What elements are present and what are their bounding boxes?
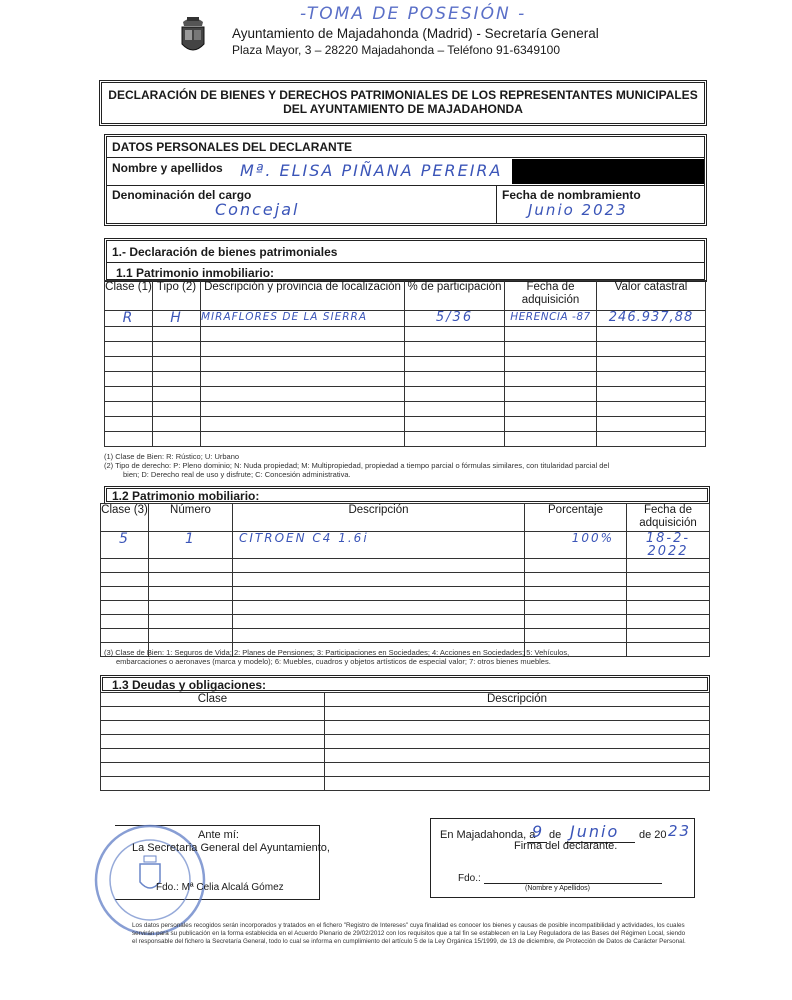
personal-section-label: DATOS PERSONALES DEL DECLARANTE bbox=[112, 140, 353, 154]
col-clase: Clase (1) bbox=[105, 281, 153, 311]
deudas-table: Clase Descripción bbox=[100, 692, 710, 791]
cargo-label: Denominación del cargo bbox=[112, 188, 252, 202]
page-title-line1: DECLARACIÓN DE BIENES Y DERECHOS PATRIMONIALES DE LOS REPRESENTANTES MUNICIPALES bbox=[108, 88, 698, 102]
inmobiliario-table bbox=[104, 280, 706, 447]
cargo-value: Concejal bbox=[215, 200, 300, 219]
mobiliario-label: 1.2 Patrimonio mobiliario: bbox=[112, 489, 260, 503]
fecha-value: Junio 2023 bbox=[528, 201, 628, 219]
sign-firma: Firma del declarante. bbox=[514, 840, 618, 852]
col-fecha: Fecha de adquisición bbox=[505, 281, 597, 311]
note-2: (2) Tipo de derecho: P: Pleno dominio; N: Nuda propiedad; M: Multipropiedad, propiedad a tiempo parcial o fórmulas similares, con titularidad parcial del bbox=[104, 461, 610, 470]
sign-sub: (Nombre y Apellidos) bbox=[525, 885, 590, 892]
note-3: (3) Clase de Bien: 1: Seguros de Vida; 2: Planes de Pensiones; 3: Participaciones en Sociedades; 4: Acciones en Sociedades; 5: Vehículos, bbox=[104, 648, 570, 657]
header-line2: Plaza Mayor, 3 – 28220 Majadahonda – Teléfono 91-6349100 bbox=[232, 43, 561, 57]
name-label: Nombre y apellidos bbox=[112, 161, 223, 175]
sign-de2: de 20 bbox=[639, 829, 667, 841]
section1-label: 1.- Declaración de bienes patrimoniales bbox=[112, 245, 338, 259]
col-valor: Valor catastral bbox=[597, 281, 706, 311]
sign-year: 23 bbox=[668, 822, 692, 840]
sign-day: 9 bbox=[532, 822, 545, 841]
note-1: (1) Clase de Bien: R: Rústico; U: Urbano bbox=[104, 452, 240, 461]
fecha-label: Fecha de nombramiento bbox=[502, 188, 641, 202]
col-participacion: % de participación bbox=[405, 281, 505, 311]
secretaria-label: La Secretaria General del Ayuntamiento, bbox=[132, 842, 330, 854]
inmobiliario-label: 1.1 Patrimonio inmobiliario: bbox=[116, 266, 275, 280]
table-row: R H MIRAFLORES DE LA SIERRA 5/36 HERENCIA -87 246.937,88 bbox=[105, 311, 706, 327]
sign-fdo: Fdo.: bbox=[458, 873, 481, 884]
deudas-label: 1.3 Deudas y obligaciones: bbox=[112, 678, 267, 692]
mobiliario-table: Clase (3) Número Descripción Porcentaje Fecha de adquisición 5 1 CITROEN C4 1.6i 100% 18-2-2022 bbox=[100, 503, 710, 657]
note-3b: embarcaciones o aeronaves (marca y modelo); 6: Muebles, cuadros y objetos artísticos de especial valor; 7: otros bienes muebles. bbox=[116, 657, 551, 666]
page-title-line2: DEL AYUNTAMIENTO DE MAJADAHONDA bbox=[283, 102, 523, 116]
note-2b: bien; D: Derecho real de uso y disfrute; C: Concesión administrativa. bbox=[123, 470, 351, 479]
table-row: 5 1 CITROEN C4 1.6i 100% 18-2-2022 bbox=[101, 532, 710, 559]
sign-month: Junio bbox=[570, 822, 620, 841]
secretaria-fdo: Fdo.: Mª Celia Alcalá Gómez bbox=[156, 882, 284, 893]
col-tipo: Tipo (2) bbox=[153, 281, 201, 311]
name-value: Mª. ELISA PIÑANA PEREIRA bbox=[240, 161, 503, 180]
col-descripcion: Descripción y provincia de localización bbox=[201, 281, 405, 311]
handwritten-title: -TOMA DE POSESIÓN - bbox=[300, 4, 527, 24]
sign-de1: de bbox=[549, 829, 562, 841]
sign-city: En Majadahonda, a bbox=[440, 829, 536, 841]
redacted-block bbox=[512, 159, 704, 184]
ante-mi: Ante mí: bbox=[198, 829, 239, 841]
coat-of-arms-icon bbox=[178, 14, 208, 58]
footer-privacy: Los datos personales recogidos serán incorporados y tratados en el fichero "Registro de Intereses" cuya finalidad es conocer los bienes y causas de posible incompatibilidad y actividades, los cuales servirán para su publicación en la forma establecida en el Acuerdo Plenario de 29/02/2012 con los requisitos que a tal fin se establecen en la Ley Reguladora de las Bases del Régimen Local, siendo el responsable del fichero la Secretaría General, todo lo cual se informa en cumplimiento del artículo 5 de la Ley Orgánica 15/1999, de 13 de diciembre, de Protección de Datos de Carácter Personal. bbox=[132, 922, 686, 945]
header-line1: Ayuntamiento de Majadahonda (Madrid) - Secretaría General bbox=[232, 26, 599, 41]
